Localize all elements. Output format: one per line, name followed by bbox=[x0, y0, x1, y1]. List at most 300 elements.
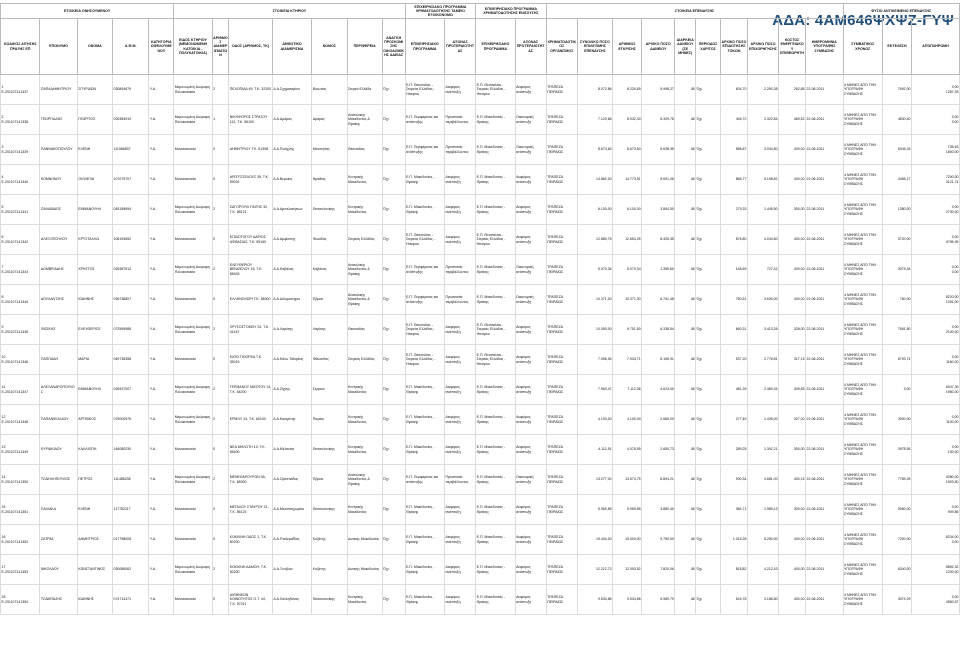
cell-surname: ΠΑΠΠΑΔΗ bbox=[40, 345, 77, 375]
cell-insp: 300,00 bbox=[779, 195, 806, 225]
cell-op: Ε.Π. Περιφέρειας και ανάπτυξης bbox=[405, 105, 444, 135]
cell-code bbox=[1, 585, 40, 615]
application-code: Ε-201107141353 bbox=[1, 569, 29, 574]
cell-afm: 030894679 bbox=[113, 75, 149, 105]
cell-surname: ΑΛΕΞΑΝΔΡΟΠΟΥΛΟΣ bbox=[40, 375, 77, 405]
cell-axis2: Αειφόρος ανάπτυξη bbox=[515, 195, 546, 225]
cell-total: 15.434,00 bbox=[577, 525, 612, 555]
cell-name: ΕΜΜΑΝΟΥΗΛ bbox=[77, 375, 112, 405]
cell-nomos: Θεσσαλονίκης bbox=[312, 585, 347, 615]
cell-code bbox=[1, 405, 40, 435]
cell-street: ΔΗΜΗΤΡΙΟΥ Τ.Κ. 51308 bbox=[229, 135, 273, 165]
cell-insp: 400,16 bbox=[779, 465, 806, 495]
cell-street: ΑΙΘΗΝΕΩΝ ΚΟΙΝΟΤΗΤΟΣ Ο.Τ. 44, Τ.Κ. 57011 bbox=[229, 585, 273, 615]
column-header: Α.Φ.Μ. bbox=[113, 19, 149, 75]
table-row bbox=[1, 495, 960, 525]
cell-permit: Όχι bbox=[382, 105, 405, 135]
cell-code bbox=[1, 195, 40, 225]
cell-loan: 8.405,35 bbox=[642, 225, 675, 255]
cell-axis: Αειφόρος ανάπτυξη bbox=[445, 375, 476, 405]
cell-apts: 2 bbox=[212, 405, 229, 435]
cell-surname: ΓΕΩΡΓΙΑΔΗΣ bbox=[40, 105, 77, 135]
cell-total: 12.212,72 bbox=[577, 555, 612, 585]
cell-nomos: Έβρου bbox=[312, 465, 347, 495]
cell-dd: Δ.Δ.Κατερίνης bbox=[272, 405, 311, 435]
column-header: ΑΡΧΙΚΟ ΠΟΣΟ ΔΑΝΕΙΟΥ bbox=[642, 19, 675, 75]
cell-name: ΚΩΝΣΤΑΝΤΙΝΟΣ bbox=[77, 555, 112, 585]
cell-insp: 400,00 bbox=[779, 165, 806, 195]
cell-bank: ΤΡΑΠΕΖΑ ΠΕΙΡΑΙΩΣ bbox=[546, 255, 577, 285]
cell-bank: ΤΡΑΠΕΖΑ ΠΕΙΡΑΙΩΣ bbox=[546, 435, 577, 465]
cell-loan: 4.623,00 bbox=[642, 375, 675, 405]
cell-grace: Όχι bbox=[696, 75, 721, 105]
cell-dd: Δ.Δ.Ορεστιάδας bbox=[272, 465, 311, 495]
cell-street: ΕΡΜΟΥ 13, Τ.Κ. 60100 bbox=[229, 405, 273, 435]
cell-apts: 0 bbox=[212, 435, 229, 465]
cell-months: 48 bbox=[675, 465, 696, 495]
cell-cat: Υ.Α. bbox=[149, 345, 174, 375]
cell-rest: 1160,00 bbox=[946, 359, 959, 364]
cell-grant: 4.212,43 bbox=[747, 555, 778, 585]
cell-afm: 146080230 bbox=[113, 435, 149, 465]
cell-date: 22-06-2011 bbox=[806, 195, 843, 225]
cell-cat: Υ.Α. bbox=[149, 165, 174, 195]
cell-op: Ε.Π. Μακεδονίας - Θράκης bbox=[405, 495, 444, 525]
cell-paid: 0,00 1100,00 bbox=[912, 405, 960, 435]
cell-cat: Υ.Α. bbox=[149, 255, 174, 285]
cell-axis2: Αειφόρος ανάπτυξη bbox=[515, 405, 546, 435]
cell-exec: 3000,00 bbox=[882, 405, 911, 435]
cell-name: ΙΩΑΝΝΗΣ bbox=[77, 285, 112, 315]
cell-contract: 4 ΜΗΝΕΣ ΑΠΟ ΤΗΝ ΥΠΟΓΡΑΦΗ ΣΥΜΒΑΣΗΣ bbox=[843, 105, 882, 135]
cell-appr: 5.969,85 bbox=[613, 495, 642, 525]
cell-appr: 12.654,25 bbox=[613, 225, 642, 255]
cell-permit: Όχι bbox=[382, 405, 405, 435]
cell-op: Ε.Π. Περιφέρειας και ανάπτυξης bbox=[405, 135, 444, 165]
cell-loan: 2.665,00 bbox=[642, 405, 675, 435]
row-number: 12 bbox=[1, 415, 6, 420]
cell-apts: 0 bbox=[212, 165, 229, 195]
cell-date: 22-06-2011 bbox=[806, 285, 843, 315]
cell-insp: 328,00 bbox=[779, 315, 806, 345]
column-header: ΕΠΩΝΥΜΟ bbox=[40, 19, 77, 75]
cell-permit: Όχι bbox=[382, 345, 405, 375]
cell-axis: Προστασία περιβάλλοντος bbox=[445, 255, 476, 285]
row-number: 7 bbox=[1, 265, 4, 270]
cell-axis: Αειφόρος ανάπτυξη bbox=[445, 555, 476, 585]
cell-cat: Υ.Α. bbox=[149, 225, 174, 255]
cell-type: Μεμονωμένη Διώροφη Πολυκατοικία bbox=[174, 75, 212, 105]
cell-grace: Όχι bbox=[696, 225, 721, 255]
cell-type: Μονοκατοικία bbox=[174, 135, 212, 165]
cell-axis: Αειφόρος ανάπτυξη bbox=[445, 405, 476, 435]
cell-street: ΚΑΤΩ ΤΙΘΟΡΕΑ Τ.Κ. 35015 bbox=[229, 345, 273, 375]
cell-exec: 7789,25 bbox=[882, 465, 911, 495]
cell-grant: 1.989,13 bbox=[747, 495, 778, 525]
cell-contract: 4 ΜΗΝΕΣ ΑΠΟ ΤΗΝ ΥΠΟΓΡΑΦΗ ΣΥΜΒΑΣΗΣ bbox=[843, 555, 882, 585]
cell-grant: 1.392,21 bbox=[747, 435, 778, 465]
cell-op: Ε.Π. Μακεδονίας - Θράκης bbox=[405, 585, 444, 615]
cell-interest: 277,49 bbox=[720, 405, 747, 435]
cell-apts: 2 bbox=[212, 465, 229, 495]
cell-bank: ΤΡΑΠΕΖΑ ΠΕΙΡΑΙΩΣ bbox=[546, 525, 577, 555]
cell-date: 22-06-2011 bbox=[806, 225, 843, 255]
cell-months: 48 bbox=[675, 375, 696, 405]
cell-type: Μονοκατοικία bbox=[174, 165, 212, 195]
column-header: ΕΠΙΧΕΙΡΗΣΙΑΚΟ ΠΡΟΓΡΑΜΜΑ bbox=[405, 19, 444, 75]
cell-apts: 1 bbox=[212, 105, 229, 135]
ada-code: ΑΔΑ: 4ΑΜ646ΨΧΨΖ-ΓΥΨ bbox=[772, 12, 954, 29]
row-number: 10 bbox=[1, 355, 6, 360]
column-header: ΠΕΡΙΟΔΟΣ ΧΑΡΙΤΟΣ bbox=[696, 19, 721, 75]
cell-insp: 400,00 bbox=[779, 525, 806, 555]
cell-region: Κεντρικής Μακεδονίας bbox=[347, 495, 382, 525]
cell-interest: 384,71 bbox=[720, 495, 747, 525]
cell-loan: 8.894,21 bbox=[642, 465, 675, 495]
cell-dd: Δ.Δ.Χαλκηδόνας bbox=[272, 585, 311, 615]
cell-rest: 1287,93 bbox=[945, 89, 959, 94]
column-header: ΚΩΔΙΚΟΣ ΑΙΤΗΣΗΣ ΠΡΑΞΗΣ ΕΠ bbox=[1, 19, 40, 75]
cell-insp: 400,00 bbox=[779, 585, 806, 615]
cell-name: ΕΜΜΑΝΟΥΗΛ bbox=[77, 195, 112, 225]
column-header: ΕΠΙΧΕΙΡΗΣΙΑΚΟ ΠΡΟΓΡΑΜΜΑ bbox=[476, 19, 515, 75]
cell-axis2: Αειφόρος ανάπτυξη bbox=[515, 345, 546, 375]
cell-apts: 0 bbox=[212, 135, 229, 165]
cell-type: Μονοκατοικία bbox=[174, 585, 212, 615]
cell-cat: Υ.Α. bbox=[149, 585, 174, 615]
cell-axis: Προστασία περιβάλλοντος bbox=[445, 465, 476, 495]
table-row bbox=[1, 585, 960, 615]
cell-exec: 3978,55 bbox=[882, 435, 911, 465]
cell-apts: 2 bbox=[212, 255, 229, 285]
cell-bank: ΤΡΑΠΕΖΑ ΠΕΙΡΑΙΩΣ bbox=[546, 465, 577, 495]
cell-type: Μονοκατοικία bbox=[174, 345, 212, 375]
cell-region: Ανατολικής Μακεδονίας & Θράκης bbox=[347, 255, 382, 285]
cell-region: Θεσσαλίας bbox=[347, 135, 382, 165]
application-code: Ε-201107141352 bbox=[1, 539, 29, 544]
column-header: ΣΥΝΟΛΙΚΟ ΠΟΣΟ ΕΠΙΛΕΞΙΜΗΣ ΕΠΕΝΔΥΣΗΣ bbox=[577, 19, 612, 75]
cell-insp: 327,00 bbox=[779, 405, 806, 435]
cell-grant: 5.198,82 bbox=[747, 165, 778, 195]
cell-appr: 10.371,00 bbox=[613, 285, 642, 315]
cell-op: Ε.Π. Μακεδονίας - Θράκης bbox=[405, 525, 444, 555]
column-header: ΚΑΤΗΓΟΡΙΑ ΩΦΕΛΟΥΜΕΝΟΥ bbox=[149, 19, 174, 75]
cell-loan: 5.156,91 bbox=[642, 345, 675, 375]
cell-surname: ΦΩΣΚΗΣ bbox=[40, 315, 77, 345]
column-header: ΑΞΟΝΑΣ ΠΡΟΤΕΡΑΙΟΤΗΤΑΣ bbox=[445, 19, 476, 75]
cell-apts: 2 bbox=[212, 375, 229, 405]
cell-afm: 030384919 bbox=[113, 105, 149, 135]
cell-total: 7.120,66 bbox=[577, 105, 612, 135]
cell-rest: 909,85 bbox=[947, 509, 959, 514]
cell-axis2: Αειφόρος ανάπτυξη bbox=[515, 525, 546, 555]
cell-grace: Όχι bbox=[696, 435, 721, 465]
cell-interest: 750,51 bbox=[720, 285, 747, 315]
application-code: Ε-201107141346 bbox=[1, 359, 29, 364]
cell-exec: 7200,00 bbox=[882, 525, 911, 555]
cell-bank: ΤΡΑΠΕΖΑ ΠΕΙΡΑΙΩΣ bbox=[546, 585, 577, 615]
cell-date: 22-06-2011 bbox=[806, 345, 843, 375]
cell-op2: Ε.Π. Μακεδονίας - Θράκης bbox=[476, 375, 515, 405]
cell-op2: Ε.Π. Μακεδονίας - Θράκης bbox=[476, 525, 515, 555]
cell-bank: ΤΡΑΠΕΖΑ ΠΕΙΡΑΙΩΣ bbox=[546, 555, 577, 585]
cell-grant: 1.445,50 bbox=[747, 195, 778, 225]
application-code: Ε-201107141351 bbox=[1, 509, 29, 514]
cell-axis: Προστασία περιβάλλοντος bbox=[445, 285, 476, 315]
application-code: Ε-201107141345 bbox=[1, 329, 29, 334]
cell-axis: Αειφόρος ανάπτυξη bbox=[445, 165, 476, 195]
cell-dd: Δ.Δ.Λαρίσης bbox=[272, 315, 311, 345]
cell-code bbox=[1, 375, 40, 405]
cell-rest: 1200,00 bbox=[945, 569, 959, 574]
column-header: ΔΗΜΟΤΙΚΟ ΔΙΑΜΕΡΙΣΜΑ bbox=[272, 19, 311, 75]
cell-op: Ε.Π. Μακεδονίας - Θράκης bbox=[405, 375, 444, 405]
row-number: 14 bbox=[1, 475, 6, 480]
cell-nomos: Καβάλας bbox=[312, 255, 347, 285]
cell-nomos: Σερρών bbox=[312, 375, 347, 405]
cell-loan: 5.998,27 bbox=[642, 75, 675, 105]
cell-interest: 660,31 bbox=[720, 315, 747, 345]
cell-contract: 4 ΜΗΝΕΣ ΑΠΟ ΤΗΝ ΥΠΟΓΡΑΦΗ ΣΥΜΒΑΣΗΣ bbox=[843, 495, 882, 525]
cell-afm: 017758008 bbox=[113, 525, 149, 555]
cell-nomos: Λαρίσης bbox=[312, 315, 347, 345]
cell-appr: 8.226,65 bbox=[613, 75, 642, 105]
cell-cat: Υ.Α. bbox=[149, 285, 174, 315]
cell-contract: 4 ΜΗΝΕΣ ΑΠΟ ΤΗΝ ΥΠΟΓΡΑΦΗ ΣΥΜΒΑΣΗΣ bbox=[843, 405, 882, 435]
row-number: 2 bbox=[1, 115, 4, 120]
table-row bbox=[1, 195, 960, 225]
cell-nomos: Κοζάνης bbox=[312, 555, 347, 585]
cell-surname: ΠΑΛΑΒΙΔΟΣ bbox=[40, 195, 77, 225]
column-header: ΗΜΕΡΟΜΗΝΙΑ ΥΠΟΓΡΑΦΗΣ ΣΥΜΒΑΣΗΣ bbox=[806, 19, 843, 75]
cell-dd: Δ.Δ.Πτολεμαΐδας bbox=[272, 525, 311, 555]
table-row bbox=[1, 315, 960, 345]
cell-paid: 8220,00 1391,00 bbox=[912, 285, 960, 315]
cell-op2: Ε.Π. Θεσσαλίας - Στερεάς Ελλάδας - Ηπείρου bbox=[476, 315, 515, 345]
cell-total: 10.050,00 bbox=[577, 315, 612, 345]
cell-rest: 1391,00 bbox=[945, 299, 959, 304]
cell-grant: 5.250,00 bbox=[747, 525, 778, 555]
cell-axis: Αειφόρος ανάπτυξη bbox=[445, 315, 476, 345]
cell-exec: 6340,00 bbox=[882, 555, 911, 585]
cell-nomos: Θεσσαλονίκης bbox=[312, 495, 347, 525]
cell-dd: Δ.Δ.Δράμας bbox=[272, 105, 311, 135]
cell-insp: 300,00 bbox=[779, 435, 806, 465]
cell-interest: 279,33 bbox=[720, 195, 747, 225]
cell-op2: Ε.Π. Μακεδονίας - Θράκης bbox=[476, 165, 515, 195]
cell-surname: ΖΑΤΡΑΣ bbox=[40, 525, 77, 555]
cell-surname: ΔΟΥΛΑΝΤΖΗΣ bbox=[40, 285, 77, 315]
cell-contract: 4 ΜΗΝΕΣ ΑΠΟ ΤΗΝ ΥΠΟΓΡΑΦΗ ΣΥΜΒΑΣΗΣ bbox=[843, 195, 882, 225]
cell-permit: Όχι bbox=[382, 165, 405, 195]
cell-region: Ανατολικής Μακεδονίας & Θράκης bbox=[347, 285, 382, 315]
cell-type: Μονοκατοικία bbox=[174, 525, 212, 555]
cell-region: Κεντρικής Μακεδονίας bbox=[347, 195, 382, 225]
cell-cat: Υ.Α. bbox=[149, 465, 174, 495]
cell-axis: Αειφόρος ανάπτυξη bbox=[445, 75, 476, 105]
cell-grace: Όχι bbox=[696, 165, 721, 195]
cell-grace: Όχι bbox=[696, 465, 721, 495]
cell-exec: 4456,17 bbox=[882, 165, 911, 195]
application-code: Ε-201107141347 bbox=[1, 389, 29, 394]
cell-code bbox=[1, 435, 40, 465]
cell-name: ΚΑΛΛΙΟΠΗ bbox=[77, 435, 112, 465]
cell-grace: Όχι bbox=[696, 195, 721, 225]
row-number: 18 bbox=[1, 595, 6, 600]
cell-nomos: Βοιωτίας bbox=[312, 75, 347, 105]
cell-street: ΖΑΓΟΡΟΥΛΙ ΓΙΝΓΗΣ 32, Τ.Κ. 58121 bbox=[229, 195, 273, 225]
cell-dd: Δ.Δ.Μελιτείας bbox=[272, 435, 311, 465]
column-header: ΑΡΧΙΚΟ ΠΟΣΟ ΕΠΙΔΟΤΗΣΗΣ ΤΟΚΩΝ bbox=[720, 19, 747, 75]
cell-street: ΕΛΛΗΝΟΧΩΡΙ Τ.Κ. 68300 bbox=[229, 285, 273, 315]
cell-type: Μεμονωμένη Διώροφη Πολυκατοικία bbox=[174, 465, 212, 495]
cell-contract: 4 ΜΗΝΕΣ ΑΠΟ ΤΗΝ ΥΠΟΓΡΑΦΗ ΣΥΜΒΑΣΗΣ bbox=[843, 465, 882, 495]
group-header-building: ΣΤΟΙΚΕΙΑ ΚΤΗΡΙΟΥ bbox=[174, 4, 405, 19]
cell-contract: 4 ΜΗΝΕΣ ΑΠΟ ΤΗΝ ΥΠΟΓΡΑΦΗ ΣΥΜΒΑΣΗΣ bbox=[843, 225, 882, 255]
cell-exec: 760,00 bbox=[882, 285, 911, 315]
cell-bank: ΤΡΑΠΕΖΑ ΠΕΙΡΑΙΩΣ bbox=[546, 495, 577, 525]
cell-appr: 8.932,40 bbox=[613, 105, 642, 135]
cell-contract: 4 ΜΗΝΕΣ ΑΠΟ ΤΗΝ ΥΠΟΓΡΑΦΗ ΣΥΜΒΑΣΗΣ bbox=[843, 285, 882, 315]
cell-axis2: Οικονομική ανάπτυξη bbox=[515, 285, 546, 315]
cell-name: ΧΡΗΣΤΟΣ bbox=[77, 255, 112, 285]
cell-street: ΑΡΙΣΤΟΤΕΛΟΥΣ 35, Τ.Κ. 59031 bbox=[229, 165, 273, 195]
cell-date: 22-06-2011 bbox=[806, 75, 843, 105]
cell-appr: 6.100,00 bbox=[613, 195, 642, 225]
cell-type: Μεμονωμένη Διώροφη Πολυκατοικία bbox=[174, 195, 212, 225]
cell-grace: Όχι bbox=[696, 315, 721, 345]
cell-grant: 2.250,38 bbox=[747, 75, 778, 105]
row-number: 5 bbox=[1, 205, 4, 210]
cell-name: ΓΕΩΡΓΙΟΣ bbox=[77, 105, 112, 135]
cell-exec: 7692,00 bbox=[882, 75, 911, 105]
cell-loan: 7.820,06 bbox=[642, 555, 675, 585]
cell-axis2: Αειφόρος ανάπτυξη bbox=[515, 225, 546, 255]
column-header: ΑΠΟΠΛΗΡΩΜΗ bbox=[912, 19, 960, 75]
row-number: 16 bbox=[1, 535, 6, 540]
cell-street: ΕΠΙΔΟΤΟΓΟΥ ΔΑΡΙΟΣ ΑΦΘΑΣΙΑΣ, Τ.Κ. 55160 bbox=[229, 225, 273, 255]
cell-insp: 409,65 bbox=[779, 375, 806, 405]
cell-street: ΜΕΓΑΛΟΥ ΣΤΑΥΡΟΥ 21, Τ.Κ. 56123 bbox=[229, 495, 273, 525]
column-header: ΝΟΜΟΣ bbox=[312, 19, 347, 75]
cell-permit: Όχι bbox=[382, 195, 405, 225]
cell-axis2: Οικονομική ανάπτυξη bbox=[515, 465, 546, 495]
cell-dd: Δ.Δ.Αμφίσσης bbox=[272, 225, 311, 255]
cell-axis: Αειφόρος ανάπτυξη bbox=[445, 495, 476, 525]
cell-op: Ε.Π. Μακεδονίας - Θράκης bbox=[405, 165, 444, 195]
cell-paid: 735,63 1800,00 bbox=[912, 135, 960, 165]
cell-axis2: Αειφόρος ανάπτυξη bbox=[515, 315, 546, 345]
cell-paid: 6047,39 1960,00 bbox=[912, 375, 960, 405]
cell-afm: 025387512 bbox=[113, 255, 149, 285]
cell-insp: 262,88 bbox=[779, 75, 806, 105]
cell-region: Κεντρικής Μακεδονίας bbox=[347, 585, 382, 615]
cell-contract: 4 ΜΗΝΕΣ ΑΠΟ ΤΗΝ ΥΠΟΓΡΑΦΗ ΣΥΜΒΑΣΗΣ bbox=[843, 165, 882, 195]
cell-permit: Όχι bbox=[382, 75, 405, 105]
cell-grant: 4.681,00 bbox=[747, 465, 778, 495]
row-number: 9 bbox=[1, 325, 4, 330]
cell-contract: 4 ΜΗΝΕΣ ΑΠΟ ΤΗΝ ΥΠΟΓΡΑΦΗ ΣΥΜΒΑΣΗΣ bbox=[843, 375, 882, 405]
cell-surname: ΑΛΕΞΟΠΟΥΛΟΥ bbox=[40, 225, 77, 255]
cell-axis: Αειφόρος ανάπτυξη bbox=[445, 435, 476, 465]
cell-contract: 4 ΜΗΝΕΣ ΑΠΟ ΤΗΝ ΥΠΟΓΡΑΦΗ ΣΥΜΒΑΣΗΣ bbox=[843, 345, 882, 375]
cell-nomos: Μεσσηνίας bbox=[312, 135, 347, 165]
cell-name: ΔΗΜΗΤΡΙΟΣ bbox=[77, 525, 112, 555]
cell-grace: Όχι bbox=[696, 285, 721, 315]
table-row bbox=[1, 555, 960, 585]
cell-name: ΙΩΑΝΝΗΣ bbox=[77, 585, 112, 615]
cell-total: 4.112,51 bbox=[577, 435, 612, 465]
cell-date: 22-06-2011 bbox=[806, 105, 843, 135]
cell-rest: 0,00 bbox=[951, 539, 959, 544]
cell-appr: 7.112,36 bbox=[613, 375, 642, 405]
cell-permit: Όχι bbox=[382, 525, 405, 555]
cell-op2: Ε.Π. Μακεδονίας - Θράκης bbox=[476, 135, 515, 165]
cell-permit: Όχι bbox=[382, 135, 405, 165]
cell-afm: 117782117 bbox=[113, 495, 149, 525]
cell-grant: 3.630,00 bbox=[747, 285, 778, 315]
cell-total: 9.534,86 bbox=[577, 585, 612, 615]
cell-name: ΕΛΕΥΘΕΡΙΟΣ bbox=[77, 315, 112, 345]
cell-date: 22-06-2011 bbox=[806, 315, 843, 345]
cell-apts: 0 bbox=[212, 495, 229, 525]
cell-total: 13.077,00 bbox=[577, 465, 612, 495]
cell-bank: ΤΡΑΠΕΖΑ ΠΕΙΡΑΙΩΣ bbox=[546, 405, 577, 435]
column-header: ΕΙΔΟΣ ΚΤΗΡΙΟΥ (ΜΕΜΟΝΩΜΕΝΗ ΚΑΤΟΙΚΙΑ - ΠΟΛΥΚΑΤΟΙΚΙΑ) bbox=[174, 19, 212, 75]
cell-interest: 604,70 bbox=[720, 75, 747, 105]
cell-region: Κεντρικής Μακεδονίας bbox=[347, 165, 382, 195]
cell-op: Ε.Π. Περιφέρειας και ανάπτυξης bbox=[405, 255, 444, 285]
cell-surname: ΠΑΠΑΝΙΚΟΛΑΟΥ bbox=[40, 405, 77, 435]
cell-axis2: Αειφόρος ανάπτυξη bbox=[515, 555, 546, 585]
column-header: ΑΝΑΓΚΗ ΠΡΟΣΚΟΜΙΣΗΣ ΟΙΚΟΔΟΜΙΚΗΣ ΑΔΕΙΑΣ bbox=[382, 19, 405, 75]
cell-loan: 5.638,35 bbox=[642, 135, 675, 165]
application-code: Ε-201107141342 bbox=[1, 239, 29, 244]
cell-op: Ε.Π. Περιφέρειας και ανάπτυξης bbox=[405, 285, 444, 315]
cell-date: 22-06-2011 bbox=[806, 405, 843, 435]
cell-bank: ΤΡΑΠΕΖΑ ΠΕΙΡΑΙΩΣ bbox=[546, 165, 577, 195]
cell-dd: Δ.Δ.Βεροίας bbox=[272, 165, 311, 195]
cell-code bbox=[1, 465, 40, 495]
cell-op2: Ε.Π. Μακεδονίας - Θράκης bbox=[476, 465, 515, 495]
cell-rest: 1100,00 bbox=[946, 419, 959, 424]
cell-appr: 9.534,86 bbox=[613, 585, 642, 615]
cell-region: Κεντρικής Μακεδονίας bbox=[347, 435, 382, 465]
cell-rest: 1503,50 bbox=[945, 479, 959, 484]
cell-paid: 0,00 0,00 bbox=[912, 105, 960, 135]
cell-surname: ΠΑΠΑΔΗΜΗΤΡΙΟΥ bbox=[40, 75, 77, 105]
cell-afm: 106193652 bbox=[113, 225, 149, 255]
cell-op2: Ε.Π. Μακεδονίας - Θράκης bbox=[476, 195, 515, 225]
cell-exec: 7651,80 bbox=[882, 315, 911, 345]
cell-bank: ΤΡΑΠΕΖΑ ΠΕΙΡΑΙΩΣ bbox=[546, 315, 577, 345]
cell-bank: ΤΡΑΠΕΖΑ ΠΕΙΡΑΙΩΣ bbox=[546, 375, 577, 405]
cell-grace: Όχι bbox=[696, 135, 721, 165]
cell-interest: 818,82 bbox=[720, 555, 747, 585]
cell-grace: Όχι bbox=[696, 555, 721, 585]
cell-afm: 111086837 bbox=[113, 135, 149, 165]
cell-surname: ΔΟΜΒΡΙΑΔΗΣ bbox=[40, 255, 77, 285]
cell-paid: 8234,00 0,00 bbox=[912, 525, 960, 555]
cell-grace: Όχι bbox=[696, 375, 721, 405]
row-number: 11 bbox=[1, 385, 6, 390]
cell-rest: 1800,00 bbox=[945, 149, 959, 154]
cell-code bbox=[1, 345, 40, 375]
cell-interest: 446,70 bbox=[720, 105, 747, 135]
cell-months: 48 bbox=[675, 195, 696, 225]
cell-axis2: Αειφόρος ανάπτυξη bbox=[515, 585, 546, 615]
cell-op2: Ε.Π. Μακεδονίας - Θράκης bbox=[476, 555, 515, 585]
